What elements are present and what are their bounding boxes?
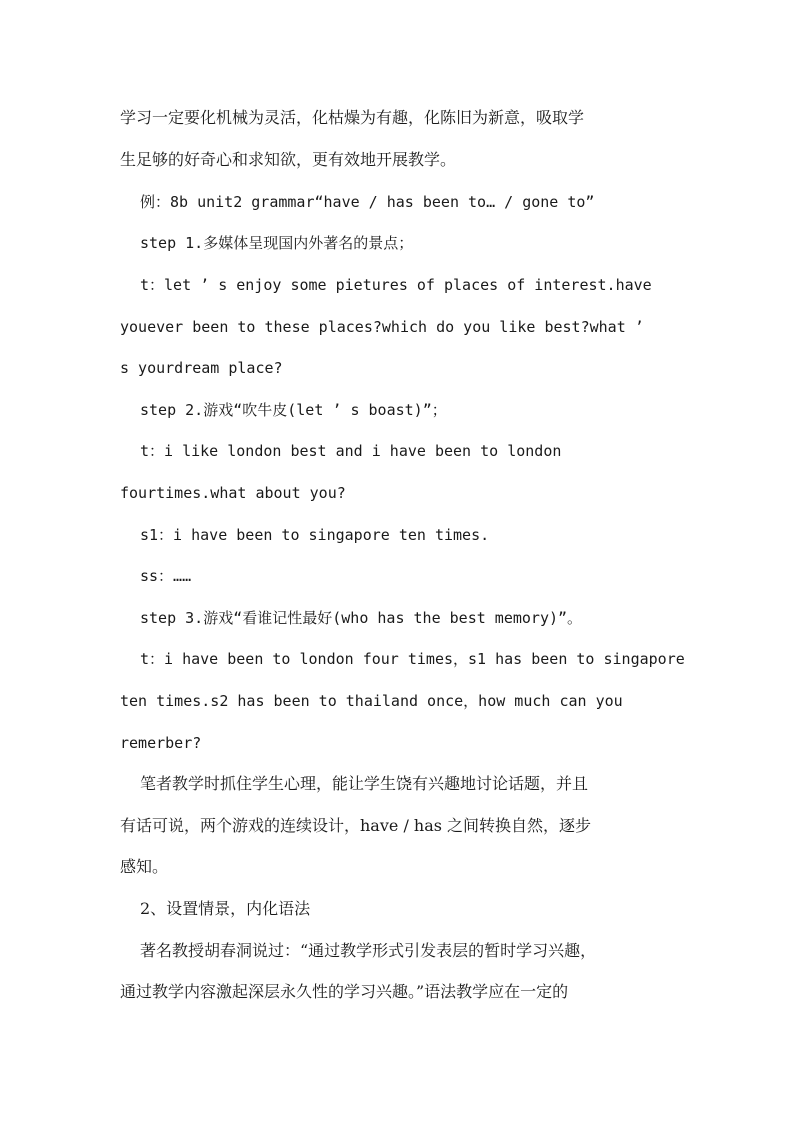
dialogue-line: remerber?	[120, 734, 202, 752]
step-line: step 2.游戏“吹牛皮(let ’ s boast)”；	[140, 401, 447, 419]
dialogue-line: youever been to these places?which do you like best?what ’	[120, 318, 644, 336]
dialogue-line: t：i have been to london four times，s1 has been to singapore	[140, 650, 685, 668]
dialogue-line: s1：i have been to singapore ten times.	[140, 526, 490, 544]
paragraph-line: 感知。	[120, 857, 169, 876]
dialogue-line: fourtimes.what about you?	[120, 484, 346, 502]
dialogue-line: t：i like london best and i have been to london	[140, 442, 562, 460]
paragraph-line: 生足够的好奇心和求知欲，更有效地开展教学。	[120, 150, 457, 169]
dialogue-line: ss：……	[140, 567, 192, 585]
dialogue-line: ten times.s2 has been to thailand once，how much can you	[120, 692, 623, 710]
dialogue-line: t：let ’ s enjoy some pietures of places of interest.have	[140, 276, 652, 294]
section-heading: 2、设置情景，内化语法	[140, 899, 311, 918]
dialogue-line: s yourdream place?	[120, 359, 283, 377]
step-line: step 3.游戏“看谁记性最好(who has the best memory)”。	[140, 609, 583, 627]
example-heading: 例：8b unit2 grammar“have / has been to… / gone to”	[140, 193, 595, 211]
paragraph-line: 有话可说，两个游戏的连续设计，have / has 之间转换自然，逐步	[120, 816, 592, 835]
paragraph-line: 学习一定要化机械为灵活，化枯燥为有趣，化陈旧为新意，吸取学	[120, 108, 585, 127]
step-line: step 1.多媒体呈现国内外著名的景点；	[140, 234, 414, 252]
paragraph-line: 笔者教学时抓住学生心理，能让学生饶有兴趣地讨论话题，并且	[140, 774, 589, 793]
paragraph-line: 著名教授胡春洞说过：“通过教学形式引发表层的暂时学习兴趣，	[140, 941, 597, 960]
paragraph-line: 通过教学内容激起深层永久性的学习兴趣。”语法教学应在一定的	[120, 982, 569, 1001]
